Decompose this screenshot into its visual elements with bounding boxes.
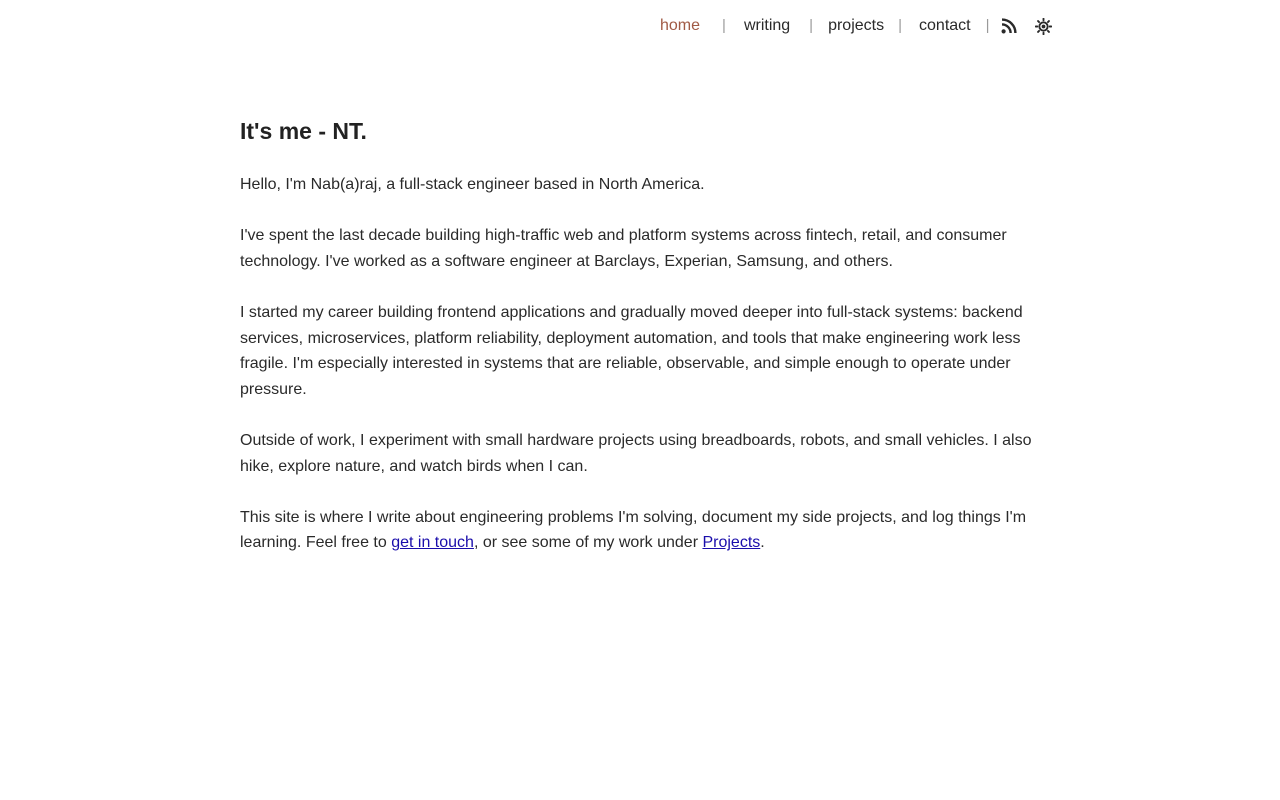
nav-separator: | — [722, 17, 726, 34]
closing-paragraph — [240, 505, 1040, 556]
nav-separator: | — [985, 17, 990, 34]
site-header — [0, 0, 1280, 52]
theme-toggle-button[interactable] — [1035, 17, 1053, 35]
career-paragraph: I started my career building frontend applications and gradually moved deeper into full-stack systems: backend services, microservices, platform reliability, deployment automation, and tools that make engineering work less fragile. I'm especially interested in systems that are reliable, observable, and simple enough to operate under pressure. — [240, 303, 1023, 398]
closing-text-after: . — [760, 534, 765, 552]
nav-link-home[interactable]: home — [660, 17, 701, 34]
page-title: It's me - NT. — [240, 118, 367, 144]
intro-paragraph: Hello, I'm Nab(a)raj, a full-stack engineer based in North America. — [240, 176, 705, 193]
closing-text-middle: , or see some of my work under — [473, 534, 703, 552]
sun-icon — [1035, 18, 1052, 35]
hobbies-paragraph: Outside of work, I experiment with small hardware projects using breadboards, robots, and small vehicles. I also hike, explore nature, and watch birds when I can. — [240, 431, 1032, 475]
nav-separator: | — [809, 17, 814, 34]
nav-link-projects[interactable]: projects — [828, 17, 885, 34]
get-in-touch-link[interactable]: get in touch — [391, 534, 474, 552]
closing-text-before: This site is where I write about engineering problems I'm solving, document my side projects, and log things I'm learning. Feel free to — [240, 508, 1027, 552]
projects-link[interactable]: Projects — [702, 534, 761, 552]
experience-paragraph: I've spent the last decade building high-traffic web and platform systems across fintech, retail, and consumer technology. I've worked as a software engineer at Barclays, Experian, Samsung, and others. — [240, 227, 1007, 270]
nav-link-writing[interactable]: writing — [743, 17, 791, 34]
main-nav — [652, 14, 1053, 38]
main-content — [240, 116, 1040, 582]
nav-separator: | — [898, 17, 903, 34]
rss-icon — [1001, 18, 1017, 34]
nav-link-contact[interactable]: contact — [919, 17, 971, 34]
rss-feed-button[interactable] — [1000, 17, 1018, 35]
